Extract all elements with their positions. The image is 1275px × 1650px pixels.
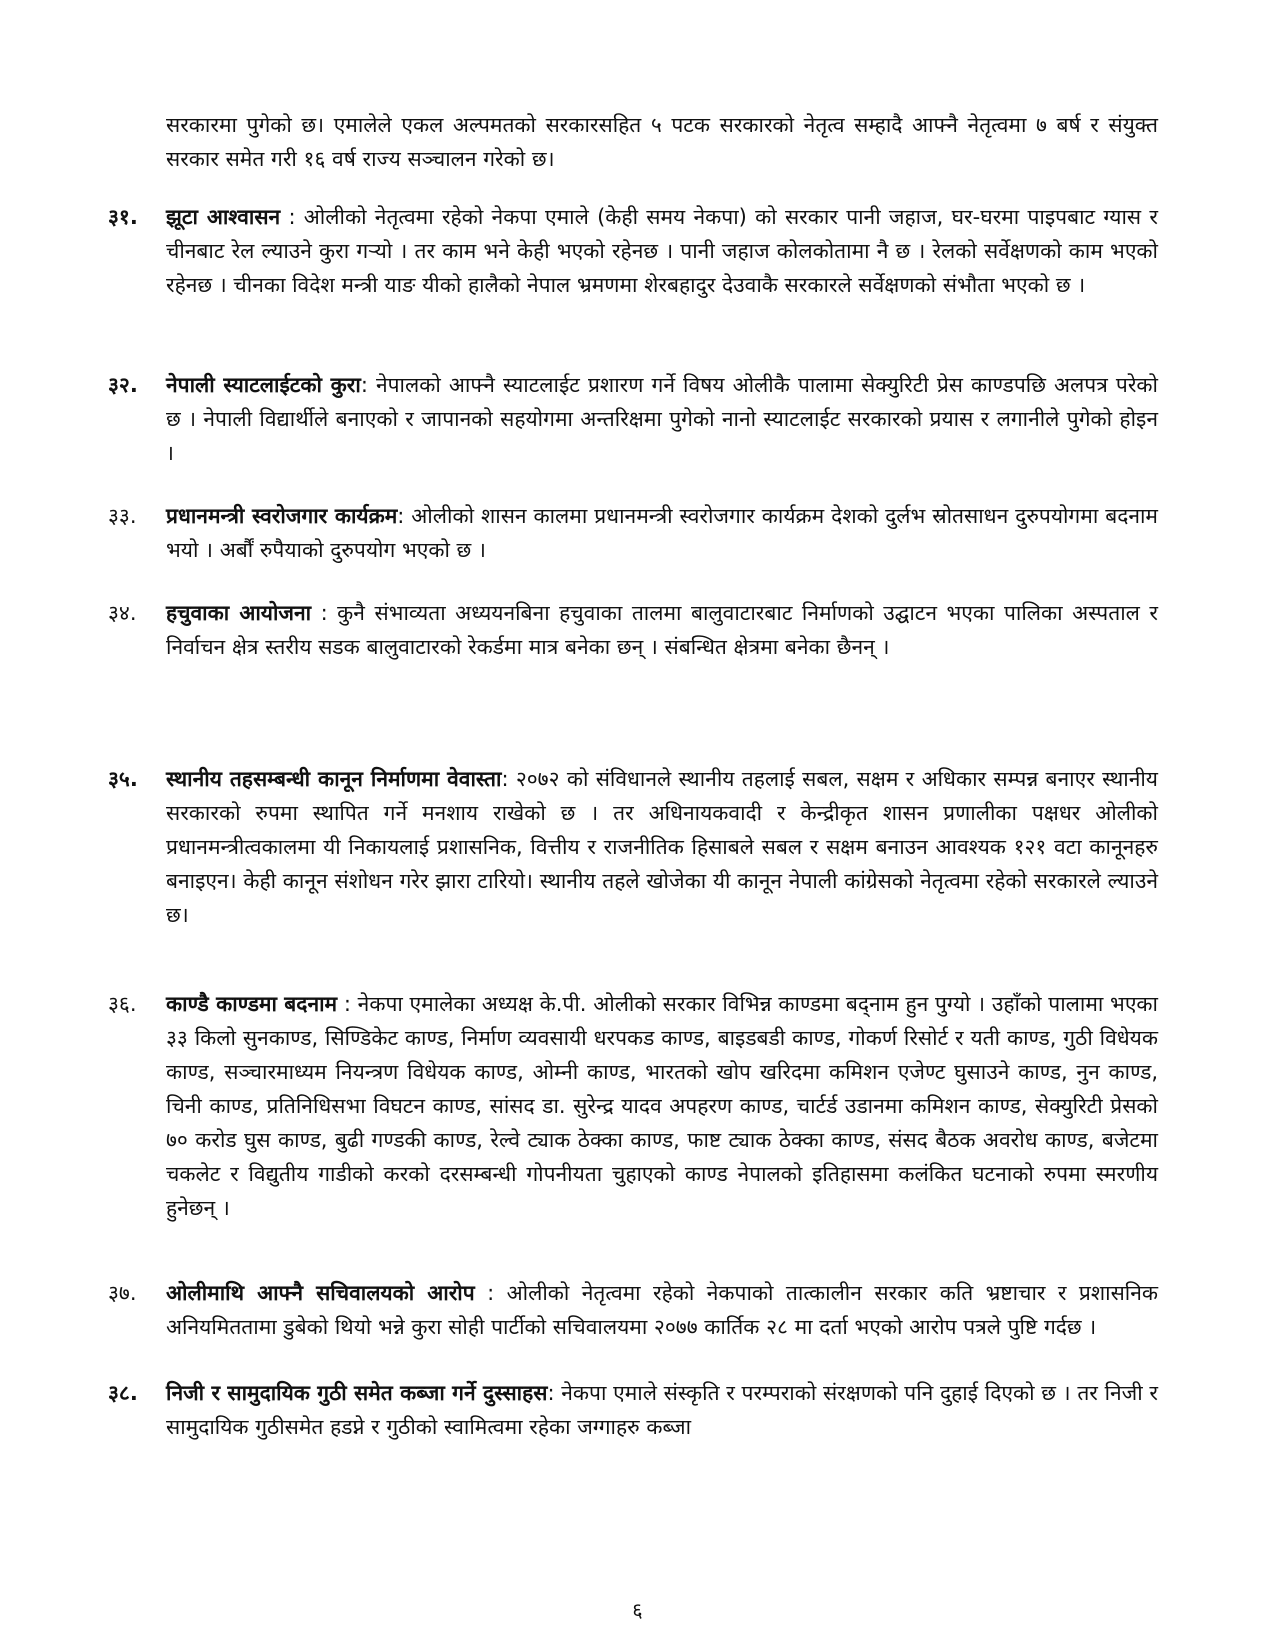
item-text: : नेपालको आफ्नै स्याटलाईट प्रशारण गर्ने विषय ओलीकै पालामा सेक्युरिटी प्रेस काण्डपछि अलपत्र परेको छ । नेपाली विद्यार्थीले बनाएको र जापानको सहयोगमा अन्तरिक्षमा पुगेको नानो स्याटलाईट सरकारको प्रयास र लगानीले पुगेको होइन । [166, 373, 1158, 465]
item-text: : कुनै संभाव्यता अध्ययनबिना हचुवाका तालमा बालुवाटारबाट निर्माणको उद्घाटन भएका पालिका अस्पताल र निर्वाचन क्षेत्र स्तरीय सडक बालुवाटारको रेकर्डमा मात्र बनेका छन् । संबन्धित क्षेत्रमा बनेका छैनन् । [166, 601, 1158, 659]
item-text: : ओलीको शासन कालमा प्रधानमन्त्री स्वरोजगार कार्यक्रम देशको दुर्लभ स्रोतसाधन दुरुपयोगमा बदनाम भयो । अर्बौं रुपैयाको दुरुपयोग भएको छ । [166, 504, 1158, 562]
item-body [166, 596, 1158, 664]
item-heading: काण्डै काण्डमा बदनाम [166, 992, 338, 1016]
item-number: ३१. [108, 205, 138, 229]
list-item-35 [108, 762, 1158, 932]
item-text: : ओलीको नेतृत्वमा रहेको नेकपा एमाले (केही समय नेकपा) को सरकार पानी जहाज, घर-घरमा पाइपबाट ग्यास र चीनबाट रेल ल्याउने कुरा गऱ्यो । तर काम भने केही भएको रहेनछ । पानी जहाज कोलकोतामा नै छ । रेलको सर्वेक्षणको काम भएको रहेनछ । चीनका विदेश मन्त्री याङ यीको हालैको नेपाल भ्रमणमा शेरबहादुर देउवाकै सरकारले सर्वेक्षणको संभौता भएको छ । [166, 205, 1158, 297]
list-item-32 [108, 368, 1158, 470]
item-heading: हचुवाका आयोजना [166, 601, 312, 625]
item-number: ३५. [108, 767, 138, 791]
list-item-38 [108, 1376, 1158, 1444]
item-number: ३२. [108, 373, 138, 397]
continuation-paragraph: सरकारमा पुगेको छ। एमालेले एकल अल्पमतको सरकारसहित ५ पटक सरकारको नेतृत्व सम्हादै आफ्नै नेतृत्वमा ७ बर्ष र संयुक्त सरकार समेत गरी १६ वर्ष राज्य सञ्चालन गरेको छ। [166, 113, 1158, 171]
item-body [166, 987, 1158, 1225]
item-body [166, 1376, 1158, 1444]
item-body [166, 1276, 1158, 1344]
list-item-33 [108, 499, 1158, 567]
item-body [166, 762, 1158, 932]
list-item-34 [108, 596, 1158, 664]
item-text: : २०७२ को संविधानले स्थानीय तहलाई सबल, सक्षम र अधिकार सम्पन्न बनाएर स्थानीय सरकारको रुपमा स्थापित गर्ने मनशाय राखेको छ । तर अधिनायकवादी र केन्द्रीकृत शासन प्रणालीका पक्षधर ओलीको प्रधानमन्त्रीत्वकालमा यी निकायलाई प्रशासनिक, वित्तीय र राजनीतिक हिसाबले सबल र सक्षम बनाउन आवश्यक १२१ वटा कानूनहरु बनाइएन। केही कानून संशोधन गरेर झारा टारियो। स्थानीय तहले खोजेका यी कानून नेपाली कांग्रेसको नेतृत्वमा रहेको सरकारले ल्याउने छ। [166, 767, 1158, 927]
page-number: ६ [632, 1598, 643, 1622]
item-number: ३४. [108, 601, 137, 625]
item-heading: झूटा आश्वासन [166, 205, 281, 229]
item-heading: स्थानीय तहसम्बन्धी कानून निर्माणमा वेवास्ता [166, 767, 502, 791]
item-number: ३६. [108, 992, 137, 1016]
item-text: : ओलीको नेतृत्वमा रहेको नेकपाको तात्कालीन सरकार कति भ्रष्टाचार र प्रशासनिक अनियमिततामा डुबेको थियो भन्ने कुरा सोही पार्टीको सचिवालयमा २०७७ कार्तिक २८ मा दर्ता भएको आरोप पत्रले पुष्टि गर्दछ । [166, 1281, 1159, 1339]
item-heading: प्रधानमन्त्री स्वरोजगार कार्यक्रम [166, 504, 398, 528]
item-number: ३३. [108, 504, 137, 528]
item-heading: नेपाली स्याटलाईटको कुरा [166, 373, 361, 397]
list-item-31 [108, 200, 1158, 302]
item-number: ३७. [108, 1281, 137, 1305]
item-body [166, 499, 1158, 567]
item-text: : नेकपा एमाले संस्कृति र परम्पराको संरक्षणको पनि दुहाई दिएको छ । तर निजी र सामुदायिक गुठीसमेत हडप्ने र गुठीको स्वामित्वमा रहेका जग्गाहरु कब्जा [166, 1381, 1158, 1439]
item-heading: निजी र सामुदायिक गुठी समेत कब्जा गर्ने दुस्साहस [166, 1381, 548, 1405]
list-item-37 [108, 1276, 1158, 1344]
item-heading: ओलीमाथि आफ्नै सचिवालयको आरोप [166, 1281, 475, 1305]
item-number: ३८. [108, 1381, 138, 1405]
list-item-36 [108, 987, 1158, 1225]
item-body [166, 200, 1158, 302]
item-body [166, 368, 1158, 470]
item-text: : नेकपा एमालेका अध्यक्ष के.पी. ओलीको सरकार विभिन्न काण्डमा बद्नाम हुन पुग्यो । उहाँको पालामा भएका ३३ किलो सुनकाण्ड, सिण्डिकेट काण्ड, निर्माण व्यवसायी धरपकड काण्ड, बाइडबडी काण्ड, गोकर्ण रिसोर्ट र यती काण्ड, गुठी विधेयक काण्ड, सञ्चारमाध्यम नियन्त्रण विधेयक काण्ड, ओम्नी काण्ड, भारतको खोप खरिदमा कमिशन एजेण्ट घुसाउने काण्ड, नुन काण्ड, चिनी काण्ड, प्रतिनिधिसभा विघटन काण्ड, सांसद डा. सुरेन्द्र यादव अपहरण काण्ड, चार्टर्ड उडानमा कमिशन काण्ड, सेक्युरिटी प्रेसको ७० करोड घुस काण्ड, बुढी गण्डकी काण्ड, रेल्वे ट्याक ठेक्का काण्ड, फाष्ट ट्याक ठेक्का काण्ड, संसद बैठक अवरोध काण्ड, बजेटमा चकलेट र विद्युतीय गाडीको करको दरसम्बन्धी गोपनीयता चुहाएको काण्ड नेपालको इतिहासमा कलंकित घटनाको रुपमा स्मरणीय हुनेछन् । [166, 992, 1159, 1220]
